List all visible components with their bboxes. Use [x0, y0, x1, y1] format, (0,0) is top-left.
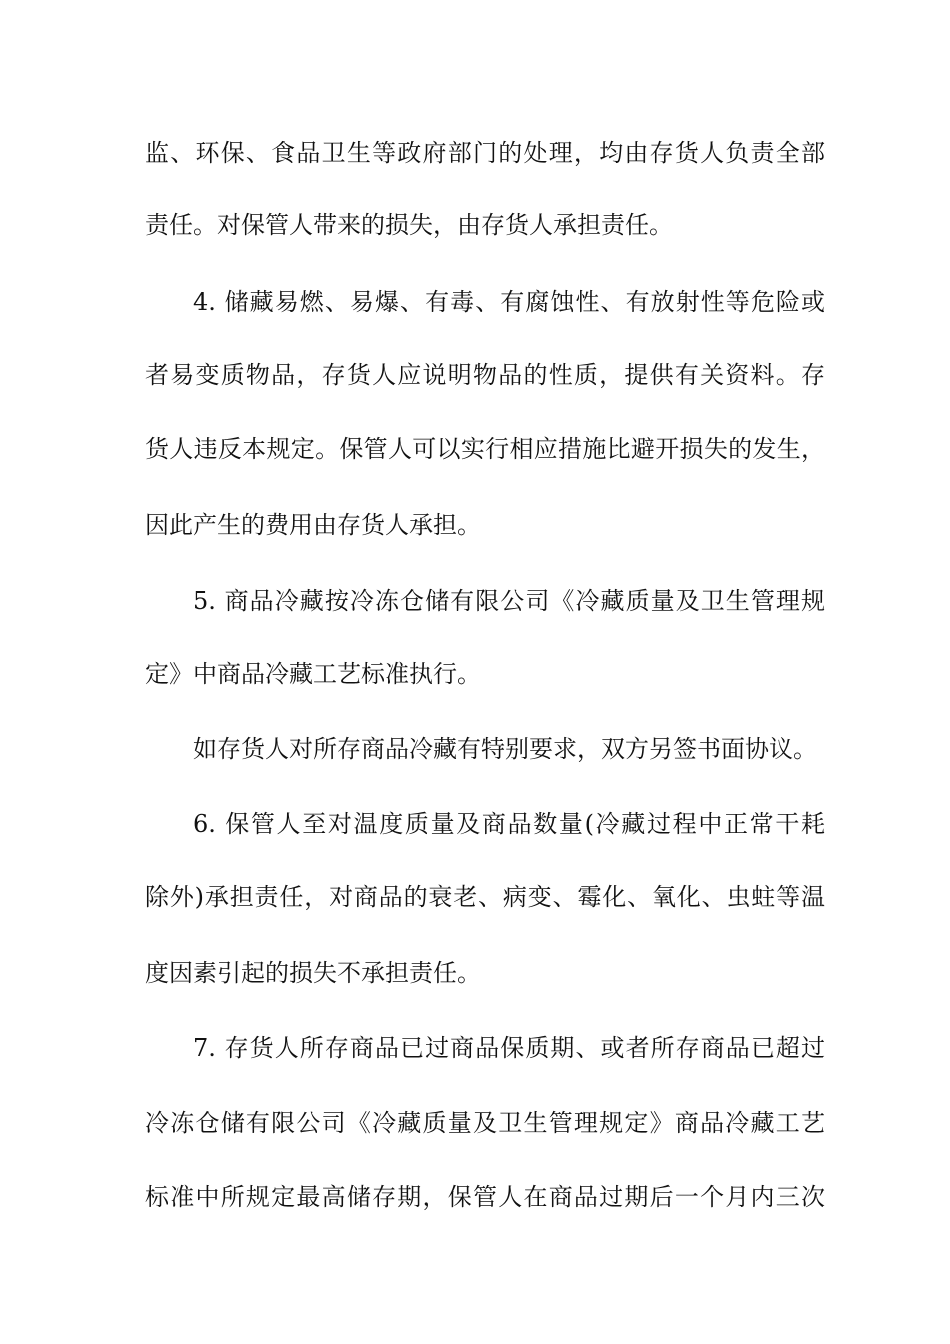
text-line: 责任。对保管人带来的损失，由存货人承担责任。 [145, 211, 673, 239]
text-line: 者易变质物品，存货人应说明物品的性质，提供有关资料。存 [145, 361, 825, 389]
text-line: 定》中商品冷藏工艺标准执行。 [145, 660, 481, 688]
text-line: 如存货人对所存商品冷藏有特别要求，双方另签书面协议。 [193, 735, 817, 763]
text-line: 5. 商品冷藏按冷冻仓储有限公司《冷藏质量及卫生管理规 [193, 587, 825, 615]
text-line: 监、环保、食品卫生等政府部门的处理，均由存货人负责全部 [145, 139, 825, 167]
text-line: 7. 存货人所存商品已过商品保质期、或者所存商品已超过 [193, 1034, 825, 1062]
text-line: 因此产生的费用由存货人承担。 [145, 511, 481, 539]
text-line: 标准中所规定最高储存期，保管人在商品过期后一个月内三次 [145, 1183, 825, 1211]
text-line: 度因素引起的损失不承担责任。 [145, 959, 481, 987]
text-line: 6. 保管人至对温度质量及商品数量(冷藏过程中正常干耗 [193, 810, 825, 838]
text-line: 除外)承担责任，对商品的衰老、病变、霉化、氧化、虫蛀等温 [145, 883, 825, 911]
text-line: 冷冻仓储有限公司《冷藏质量及卫生管理规定》商品冷藏工艺 [145, 1109, 825, 1137]
text-line: 货人违反本规定。保管人可以实行相应措施比避开损失的发生， [145, 435, 825, 463]
text-line: 4. 储藏易燃、易爆、有毒、有腐蚀性、有放射性等危险或 [193, 288, 825, 316]
